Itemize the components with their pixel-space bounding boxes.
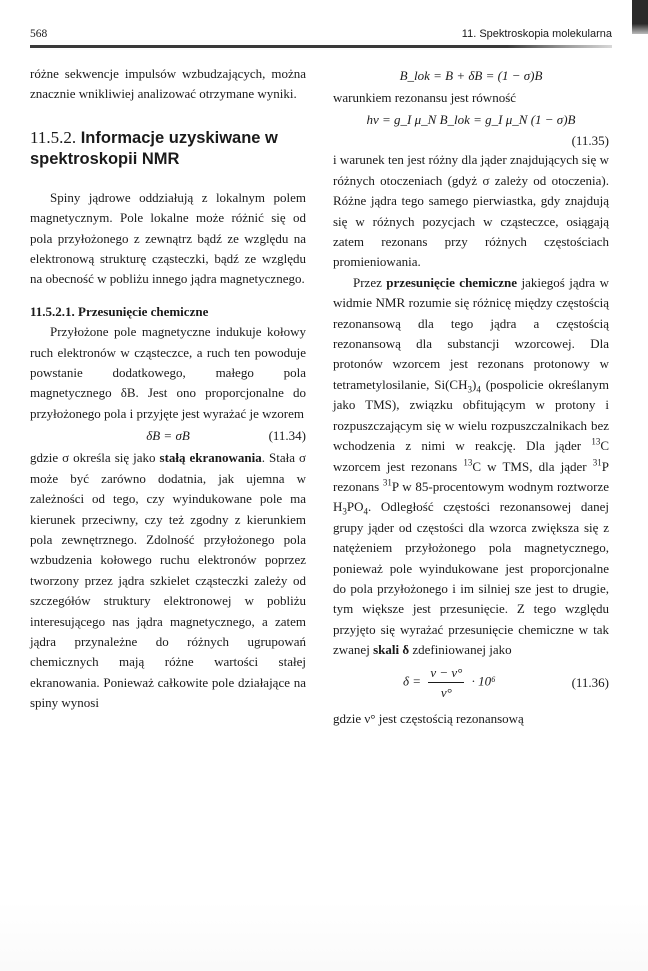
text-run: C wzorcem jest rezonans <box>333 438 609 474</box>
paragraph-induced-field: Przyłożone pole magnetyczne indukuje kołowy ruch elektronów w cząsteczce, a ruch ten powoduje powstanie dodatkowego, małego pola magnetycznego δB. Jest ono proporcjonalne do przyłożonego pola i przyjęte jest wyrażać je wzorem <box>30 324 306 421</box>
text-run: C w TMS, dla jąder <box>472 458 593 474</box>
section-number: 11.5.2. <box>30 127 77 147</box>
subsection-heading: 11.5.2.1. Przesunięcie chemiczne <box>30 303 209 319</box>
text-run: P rezonans <box>333 458 609 494</box>
term-chemical-shift: przesunięcie chemiczne <box>386 274 518 290</box>
equation-expression <box>403 663 553 702</box>
text-run: P w 85-procentowym wodnym roztworze H <box>333 478 609 515</box>
resonance-condition-line: warunkiem rezonansu jest równość <box>333 90 517 105</box>
fraction-numerator: ν − ν° <box>428 663 464 683</box>
page-corner-mark <box>632 0 648 34</box>
equation-b-local <box>333 64 609 88</box>
term-delta-scale: skali δ <box>373 642 410 658</box>
equation-11-34 <box>30 424 306 448</box>
section-heading <box>30 127 306 170</box>
superscript: 31 <box>592 457 602 468</box>
header-rule <box>30 45 612 48</box>
equation-number: (11.34) <box>268 428 306 444</box>
equation-expression: B_lok = B + δB = (1 − σ)B <box>399 68 543 83</box>
equation-number: (11.36) <box>571 674 609 690</box>
last-line: gdzie ν° jest częstością rezonansową <box>333 710 524 726</box>
superscript: 13 <box>463 457 473 468</box>
equation-rhs: · 10⁶ <box>471 673 496 689</box>
subscript: 4 <box>476 384 481 395</box>
section-title: Informacje uzyskiwane w spektroskopii NMR <box>30 128 278 168</box>
intro-paragraph: różne sekwencje impulsów wzbudzających, można znacznie wnikliwiej analizować otrzymane wyniki. <box>30 66 306 102</box>
equation-expression: hν = g_I μ_N B_lok = g_I μ_N (1 − σ)B <box>366 112 576 128</box>
paragraph-resonance-condition: i warunek ten jest różny dla jąder znajdujących się w różnych otoczeniach (gdyż σ zależy od otoczenia). Różne jądra tego samego pierwiastka, gdy znajdują się w różnych pozycjach w cząsteczce, osiągają zatem rezonans przy różnych częstościach promieniowania. <box>333 152 609 270</box>
paragraph-shielding <box>30 448 306 713</box>
equation-expression: δB = σB <box>146 428 190 444</box>
text-run: . Odległość częstości rezonansowej danej grupy jąder od częstości dla wzorca zwiększa się z natężeniem przyłożonego pola magnetycznego, ponieważ pole wyindukowane jest proporcjonalne do pola przyłożonego i im silniej sze jest to drugie, tym większe jest przesunięcie. Z tego względu przyjęto się wyrażać przesunięcie chemiczne w tak zwanej <box>333 499 609 658</box>
fraction-denominator: ν° <box>440 684 452 700</box>
page-number: 568 <box>30 28 48 40</box>
text-run: ) <box>471 376 477 392</box>
text-run: jakiegoś jądra w widmie NMR rozumie się różnicę między częstością rezonansową dla tego jądra a częstością rezonansową dla substancji wzorcowej. Dla protonów wzorcem jest rezonans protonowy w tetrametylosilanie, Si(CH <box>333 274 610 392</box>
term-shielding-constant: stałą ekranowania <box>159 450 262 466</box>
text-run: gdzie σ określa się jako <box>30 450 160 466</box>
right-column <box>333 64 609 729</box>
equation-11-36 <box>333 661 609 709</box>
text-run: zdefiniowanej jako <box>409 642 512 658</box>
equation-lhs: δ = <box>403 673 422 689</box>
superscript: 31 <box>382 477 392 488</box>
subscript: 4 <box>363 506 369 517</box>
text-run: . Stała σ może być zarówno dodatnia, jak ujemna w zależności od tego, czy wyindukowane pole ma kierunek przeciwny, czy też zgodny z kierunkiem pola zewnętrznego. Zdolność przyłożonego pola wzbudzenia kołowego ruchu elektronów poprzez tworzony przez jądra szkielet cząsteczki zależy od szczegółów struktury elektronowej w pobliżu interesującego nas jądra magnetycznego, a zatem jądra przynależne do różnych ugrupowań chemicznych mają różne wartości stałej ekranowania. Ponieważ całkowite pole działające na spiny wynosi <box>30 450 306 711</box>
fraction <box>428 663 464 702</box>
scan-shading <box>0 900 648 971</box>
paragraph-chemical-shift <box>333 273 609 661</box>
subscript: 3 <box>467 384 472 395</box>
equation-number: (11.35) <box>571 133 609 149</box>
page-header <box>30 28 612 46</box>
text-run: PO <box>346 499 364 515</box>
text-run: Przez <box>353 274 387 290</box>
running-title: 11. Spektroskopia molekularna <box>461 28 612 40</box>
equation-11-35 <box>333 108 609 132</box>
left-column <box>30 64 306 714</box>
subscript: 3 <box>342 506 347 517</box>
text-run: (pospolicie określanym jako TMS), związku obfitującym w protony i rozpuszczającym się w wielu rozpuszczalnikach bez wchodzenia z nimi w reakcję. Dla jąder <box>333 376 609 454</box>
paragraph-local-field: Spiny jądrowe oddziałują z lokalnym polem magnetycznym. Pole lokalne może różnić się od pola przyłożonego z zewnątrz bądź ze względu na elektronową strukturę cząsteczki, bądź ze względu na obecność w pobliżu innego jądra magnetycznego. <box>30 189 306 287</box>
superscript: 13 <box>591 436 601 447</box>
